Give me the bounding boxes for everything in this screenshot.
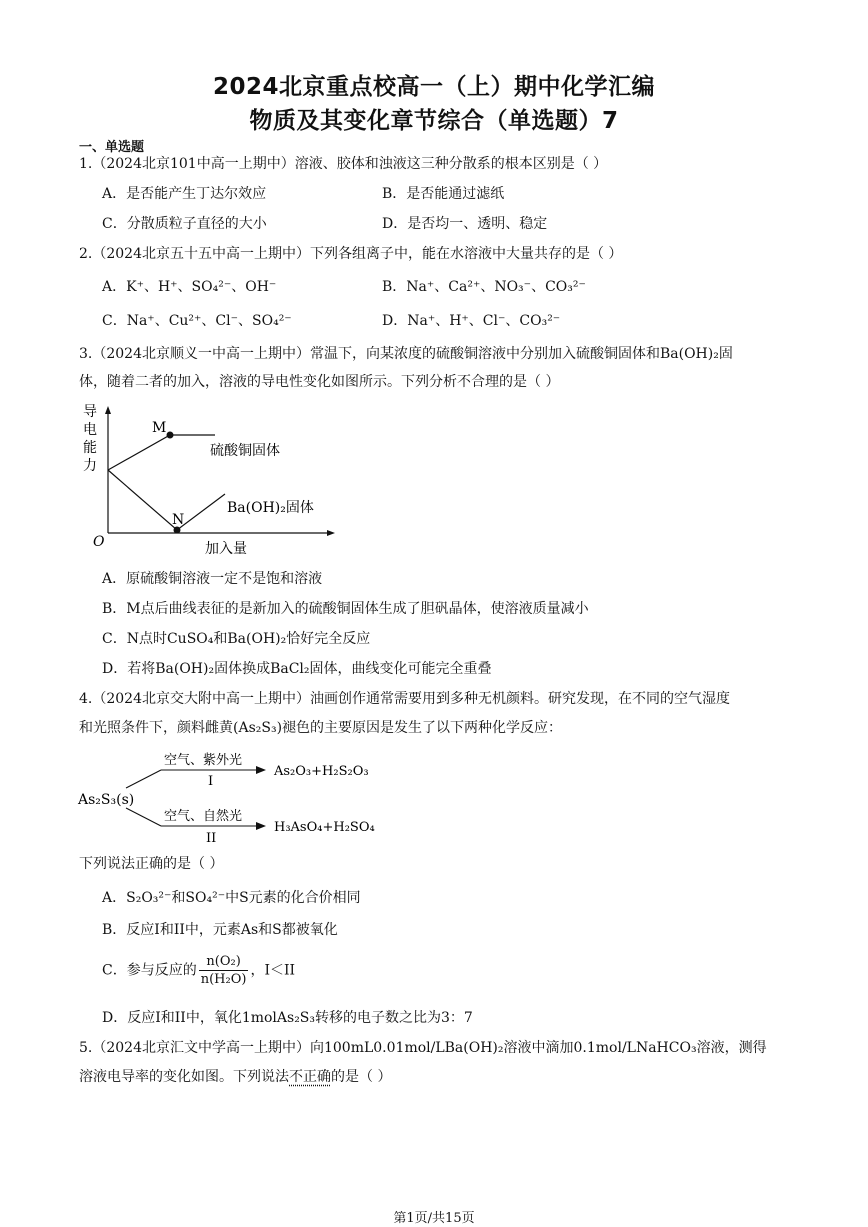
y-label-3: 能 bbox=[83, 440, 97, 456]
product-1: As₂O₃+H₂S₂O₃ bbox=[274, 764, 369, 779]
q3-stem-line2: 体，随着二者的加入，溶液的导电性变化如图所示。下列分析不合理的是（ ） bbox=[79, 374, 560, 390]
conductivity-figure bbox=[75, 398, 365, 560]
reaction-label-2: II bbox=[206, 831, 217, 846]
arrow-2-head bbox=[256, 822, 266, 830]
curve-copper-sulfate bbox=[108, 435, 215, 470]
y-label-1: 导 bbox=[83, 404, 97, 420]
branch-down bbox=[126, 808, 161, 826]
q4-option-a: A．S₂O₃²⁻和SO₄²⁻中S元素的化合价相同 bbox=[102, 890, 361, 906]
q2-stem: 2.（2024北京五十五中高一上期中）下列各组离子中，能在水溶液中大量共存的是（ ） bbox=[79, 246, 623, 262]
q1-option-a: A．是否能产生丁达尔效应 bbox=[102, 186, 267, 202]
fraction-numerator: n(O₂) bbox=[199, 953, 249, 971]
q2-option-c: C．Na⁺、Cu²⁺、Cl⁻、SO₄²⁻ bbox=[102, 313, 292, 329]
curve-2-label: Ba(OH)₂固体 bbox=[227, 500, 314, 516]
scheme-reactant: As₂S₃(s) bbox=[78, 792, 135, 808]
q4-stem-line1: 4.（2024北京交大附中高一上期中）油画创作通常需要用到多种无机颜料。研究发现，在不同的空气湿度 bbox=[79, 691, 730, 707]
point-m bbox=[167, 432, 174, 439]
q4-option-c-fraction bbox=[199, 953, 249, 988]
q5-stem-text-post: 的是（ ） bbox=[331, 1069, 392, 1085]
q4-option-b: B．反应I和II中，元素As和S都被氧化 bbox=[102, 922, 338, 938]
q2-option-d: D．Na⁺、H⁺、Cl⁻、CO₃²⁻ bbox=[382, 313, 561, 329]
q3-option-c: C．N点时CuSO₄和Ba(OH)₂恰好完全反应 bbox=[102, 631, 371, 647]
q3-option-d: D．若将Ba(OH)₂固体换成BaCl₂固体，曲线变化可能完全重叠 bbox=[102, 661, 492, 677]
q3-stem-line1: 3.（2024北京顺义一中高一上期中）常温下，向某浓度的硫酸铜溶液中分别加入硫酸铜固体和Ba(OH)₂固 bbox=[79, 346, 733, 362]
q5-stem-line1: 5.（2024北京汇文中学高一上期中）向100mL0.01mol/LBa(OH)₂溶液中滴加0.1mol/LNaHCO₃溶液，测得 bbox=[79, 1040, 767, 1056]
y-axis-arrow bbox=[105, 406, 111, 414]
q1-option-d: D．是否均一、透明、稳定 bbox=[382, 216, 548, 232]
q2-option-a: A．K⁺、H⁺、SO₄²⁻、OH⁻ bbox=[102, 279, 277, 295]
section-heading: 一、单选题 bbox=[79, 140, 145, 155]
condition-1: 空气、紫外光 bbox=[164, 753, 243, 768]
document-title-line1: 2024北京重点校高一（上）期中化学汇编 bbox=[212, 74, 655, 100]
q2-option-b: B．Na⁺、Ca²⁺、NO₃⁻、CO₃²⁻ bbox=[382, 279, 586, 295]
y-label-2: 电 bbox=[83, 422, 97, 438]
reaction-scheme bbox=[76, 740, 396, 850]
q4-option-d: D．反应I和II中，氧化1molAs₂S₃转移的电子数之比为3：7 bbox=[102, 1010, 473, 1026]
q3-option-b: B．M点后曲线表征的是新加入的硫酸铜固体生成了胆矾晶体，使溶液质量减小 bbox=[102, 601, 589, 617]
curve-barium-hydroxide bbox=[108, 470, 225, 530]
q5-stem-text-pre: 溶液电导率的变化如图。下列说法 bbox=[79, 1069, 289, 1085]
q4-option-c bbox=[102, 953, 295, 988]
q1-option-c: C．分散质粒子直径的大小 bbox=[102, 216, 267, 232]
origin-label: O bbox=[93, 534, 105, 550]
q3-option-a: A．原硫酸铜溶液一定不是饱和溶液 bbox=[102, 571, 323, 587]
document-title-line2: 物质及其变化章节综合（单选题）7 bbox=[249, 108, 619, 134]
q4-stem-line2: 和光照条件下，颜料雌黄(As₂S₃)褪色的主要原因是发生了以下两种化学反应： bbox=[79, 720, 563, 736]
q1-option-b: B．是否能通过滤纸 bbox=[382, 186, 505, 202]
q4-option-c-suffix: ，I＜II bbox=[250, 962, 296, 979]
point-n-label: N bbox=[172, 512, 185, 528]
q5-stem-emphasis: 不正确 bbox=[289, 1069, 331, 1085]
reaction-label-1: I bbox=[208, 774, 214, 789]
arrow-1-head bbox=[256, 766, 266, 774]
x-axis-label: 加入量 bbox=[205, 541, 247, 557]
q4-option-c-prefix: C．参与反应的 bbox=[102, 962, 197, 979]
x-axis-arrow bbox=[327, 530, 335, 536]
y-label-4: 力 bbox=[83, 458, 97, 474]
page-footer: 第1页/共15页 bbox=[393, 1211, 475, 1226]
q1-stem: 1.（2024北京101中高一上期中）溶液、胶体和浊液这三种分散系的根本区别是（ ） bbox=[79, 156, 608, 172]
fraction-denominator: n(H₂O) bbox=[200, 972, 247, 987]
q5-stem-line2 bbox=[79, 1068, 391, 1086]
q4-lead: 下列说法正确的是（ ） bbox=[79, 856, 224, 872]
curve-1-label: 硫酸铜固体 bbox=[210, 443, 280, 459]
branch-up bbox=[126, 770, 161, 788]
point-m-label: M bbox=[152, 420, 167, 436]
product-2: H₃AsO₄+H₂SO₄ bbox=[274, 820, 375, 835]
condition-2: 空气、自然光 bbox=[164, 809, 243, 824]
